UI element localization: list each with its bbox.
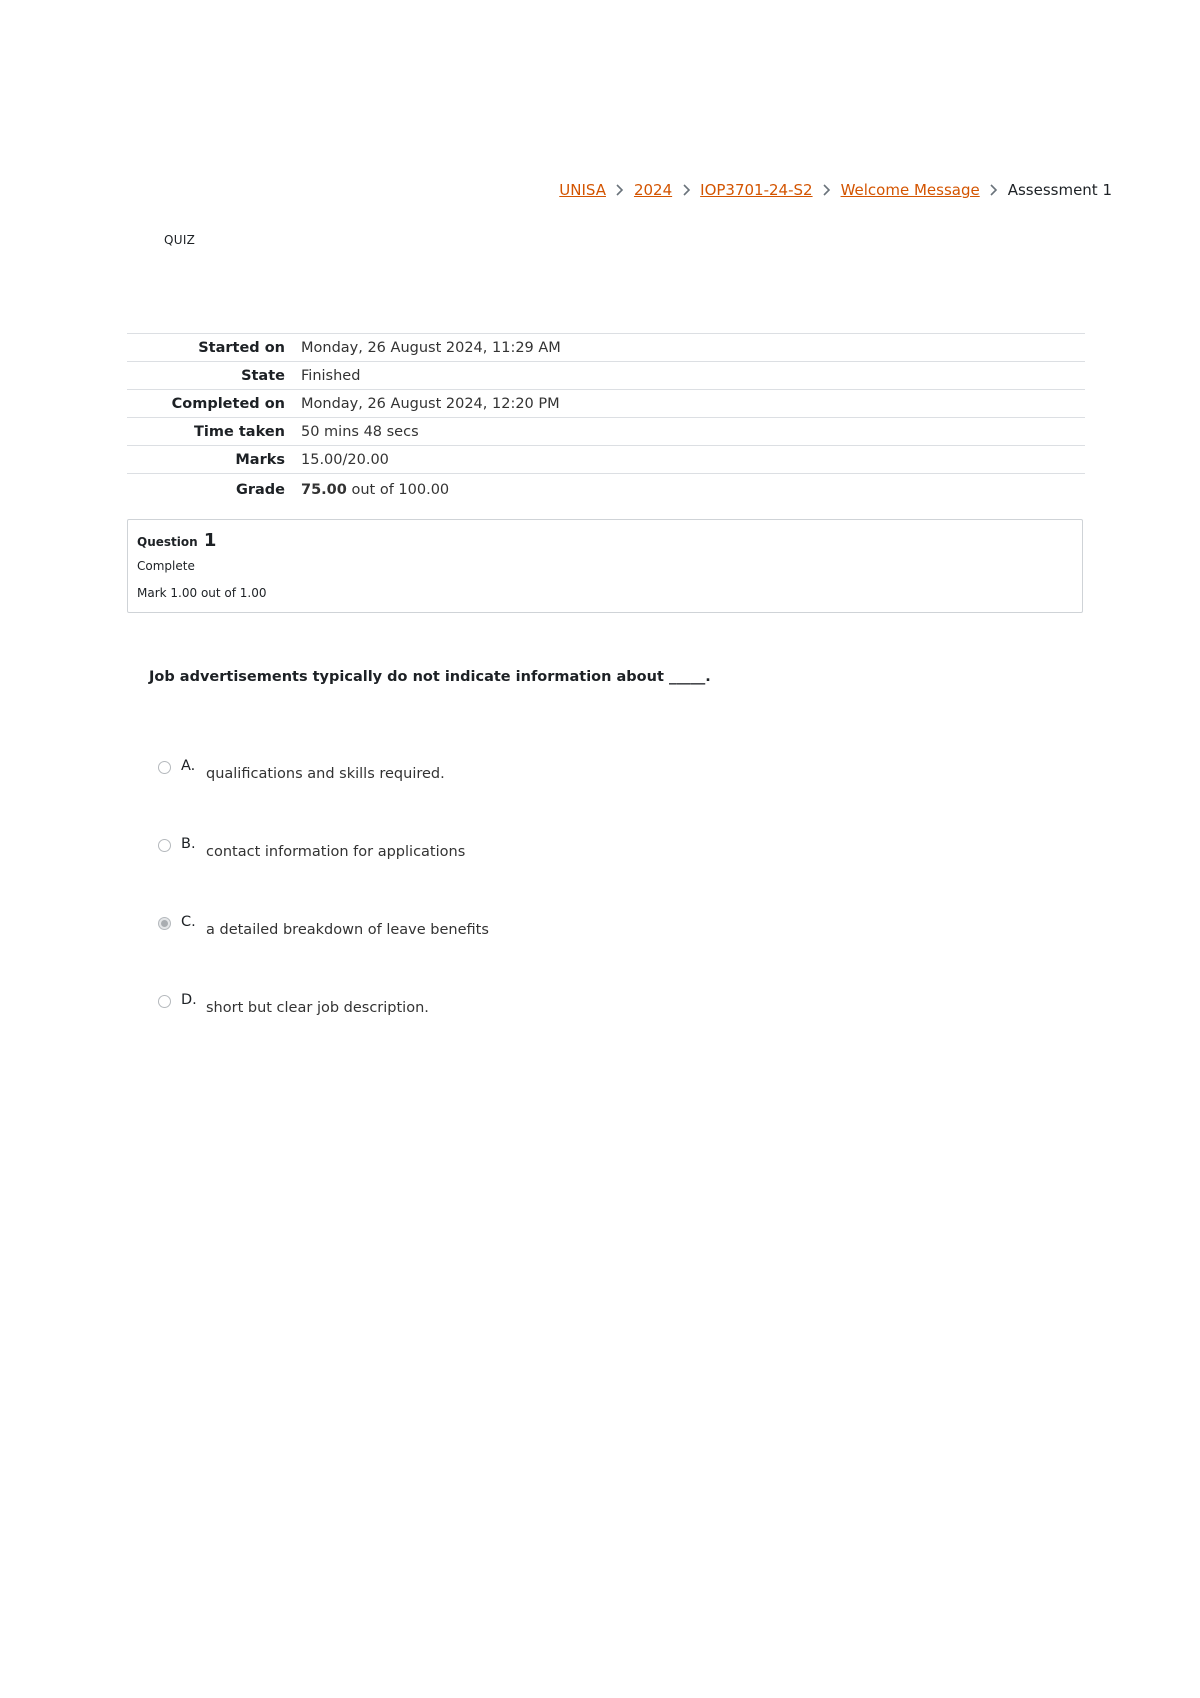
radio-icon[interactable] [158, 995, 171, 1008]
question-label: Question [137, 535, 198, 549]
breadcrumb-link-welcome[interactable]: Welcome Message [840, 181, 980, 199]
question-number-value: 1 [203, 530, 217, 551]
answer-option-b[interactable] [158, 836, 465, 860]
breadcrumb-link-unisa[interactable]: UNISA [559, 181, 606, 199]
summary-value: 15.00/20.00 [301, 451, 389, 468]
answer-letter: D. [181, 992, 197, 1008]
question-grade: Mark 1.00 out of 1.00 [137, 586, 267, 600]
grade-score: 75.00 [301, 481, 347, 498]
radio-icon[interactable] [158, 761, 171, 774]
breadcrumb-link-year[interactable]: 2024 [633, 181, 673, 199]
page-type-label: QUIZ [164, 233, 196, 247]
summary-row-started [127, 334, 1085, 362]
summary-row-marks [127, 446, 1085, 474]
grade-out-of: out of 100.00 [346, 481, 450, 498]
question-info-box [127, 519, 1083, 613]
summary-label: Started on [198, 339, 285, 356]
question-state: Complete [137, 559, 195, 573]
attempt-summary-table [127, 333, 1085, 503]
summary-row-state [127, 362, 1085, 390]
question-number [137, 530, 216, 551]
chevron-right-icon [980, 182, 1008, 198]
answer-option-c[interactable] [158, 914, 489, 938]
chevron-right-icon [606, 182, 634, 198]
answer-option-a[interactable] [158, 758, 445, 782]
summary-value: Monday, 26 August 2024, 12:20 PM [301, 395, 560, 412]
answer-letter: C. [181, 914, 196, 930]
answer-option-d[interactable] [158, 992, 429, 1016]
answer-text: contact information for applications [206, 844, 466, 860]
chevron-right-icon [813, 182, 841, 198]
answer-letter: A. [181, 758, 196, 774]
answer-text: qualifications and skills required. [206, 766, 445, 782]
answer-text: short but clear job description. [206, 1000, 429, 1016]
breadcrumb [559, 181, 1112, 199]
summary-row-time [127, 418, 1085, 446]
summary-label: Time taken [194, 423, 285, 440]
summary-label: State [241, 367, 285, 384]
summary-label: Marks [235, 451, 285, 468]
radio-icon[interactable] [158, 917, 171, 930]
question-text: Job advertisements typically do not indicate information about _____. [149, 669, 711, 685]
breadcrumb-current: Assessment 1 [1007, 181, 1112, 199]
summary-value: 50 mins 48 secs [301, 423, 419, 440]
summary-label: Grade [235, 481, 285, 498]
breadcrumb-link-course[interactable]: IOP3701-24-S2 [700, 181, 813, 199]
summary-value [293, 474, 1085, 504]
radio-icon[interactable] [158, 839, 171, 852]
answer-letter: B. [181, 836, 196, 852]
answer-text: a detailed breakdown of leave benefits [206, 922, 489, 938]
summary-row-completed [127, 390, 1085, 418]
summary-label: Completed on [171, 395, 285, 412]
summary-value: Finished [301, 367, 361, 384]
summary-row-grade [127, 474, 1085, 504]
summary-value: Monday, 26 August 2024, 11:29 AM [301, 339, 561, 356]
chevron-right-icon [672, 182, 700, 198]
